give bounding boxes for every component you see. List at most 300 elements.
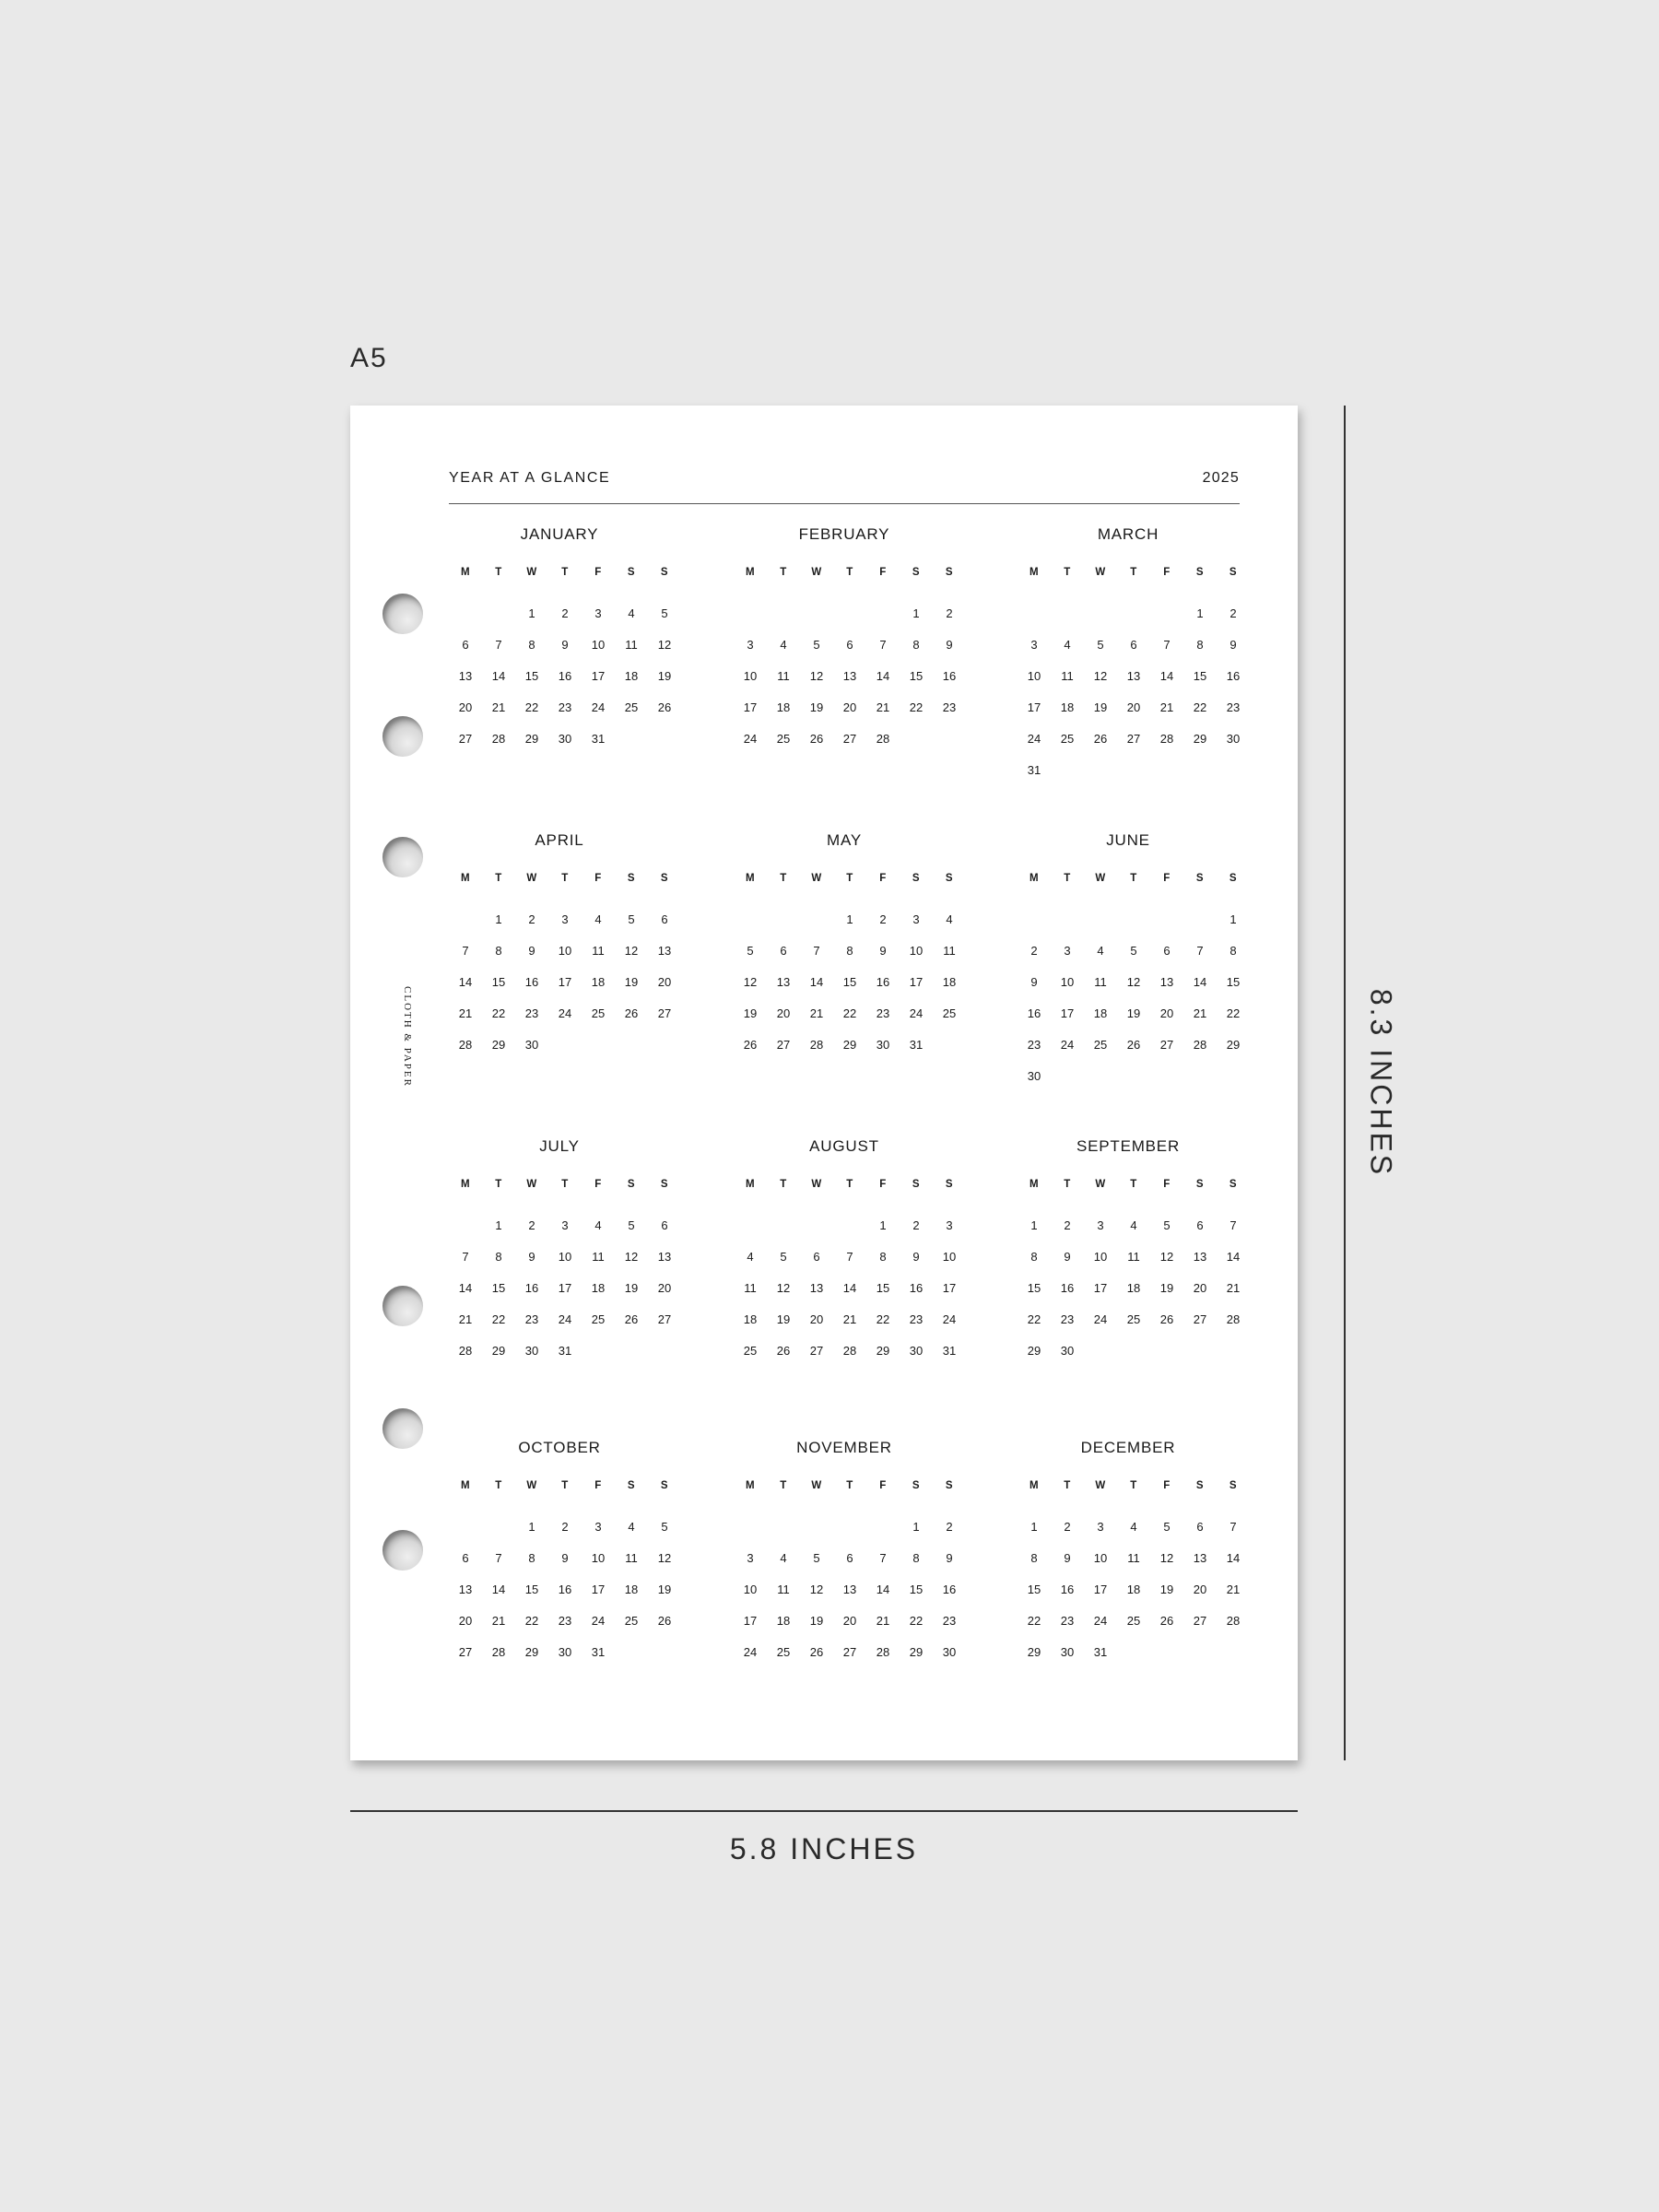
day-cell: 7 [1163, 638, 1171, 652]
day-cell: 6 [462, 1551, 469, 1565]
weekday-label: W [811, 567, 822, 578]
day-cell: 16 [876, 975, 890, 989]
day-cell: 23 [524, 1006, 539, 1020]
day-cell: 6 [462, 638, 469, 652]
day-cell: 29 [1226, 1038, 1241, 1052]
day-cell: 22 [1027, 1614, 1041, 1628]
height-dimension-label: 8.3 INCHES [1364, 988, 1398, 1178]
day-cell: 17 [558, 975, 572, 989]
day-cell: 8 [528, 638, 535, 652]
day-cell: 16 [524, 1281, 539, 1295]
day-cell: 10 [743, 669, 758, 683]
punch-hole [382, 1530, 423, 1571]
weekday-label: S [1195, 1480, 1205, 1491]
day-cell: 1 [1030, 1520, 1038, 1534]
day-cell: 22 [876, 1312, 890, 1326]
day-cell: 22 [1193, 700, 1207, 714]
day-cell: 10 [743, 1583, 758, 1596]
weekday-label: M [460, 1480, 471, 1491]
day-cell: 29 [909, 1645, 924, 1659]
day-cell: 21 [876, 1614, 890, 1628]
weekday-label: W [526, 1480, 537, 1491]
day-cell: 17 [942, 1281, 957, 1295]
day-cell: 26 [1126, 1038, 1141, 1052]
day-cell: 17 [1060, 1006, 1075, 1020]
day-cell: 3 [561, 912, 569, 926]
day-cell: 19 [624, 1281, 639, 1295]
day-cell: 19 [809, 700, 824, 714]
weekday-label: T [1064, 1179, 1071, 1190]
day-cell: 3 [1030, 638, 1038, 652]
day-cell: 1 [1230, 912, 1237, 926]
weekday-label: S [1195, 567, 1205, 578]
day-cell: 2 [1230, 606, 1237, 620]
month-days-grid [734, 606, 966, 762]
day-cell: 12 [809, 669, 824, 683]
day-cell: 26 [743, 1038, 758, 1052]
day-cell: 4 [594, 912, 602, 926]
weekday-label: M [745, 1480, 756, 1491]
month-name: JANUARY [520, 525, 599, 543]
day-cell: 5 [747, 944, 754, 958]
day-cell: 15 [524, 669, 539, 683]
day-cell: 27 [1159, 1038, 1174, 1052]
day-cell: 31 [591, 1645, 606, 1659]
month-days-grid [1018, 1519, 1250, 1676]
empty-day-cell [800, 1218, 833, 1249]
day-cell: 23 [942, 1614, 957, 1628]
month-name: AUGUST [809, 1137, 879, 1155]
weekday-label: M [745, 1179, 756, 1190]
weekday-label: W [1095, 873, 1106, 884]
day-cell: 22 [1226, 1006, 1241, 1020]
day-cell: 24 [743, 732, 758, 746]
day-cell: 26 [657, 1614, 672, 1628]
day-cell: 5 [780, 1250, 787, 1264]
day-cell: 14 [458, 975, 473, 989]
weekday-header-row [1018, 873, 1250, 891]
day-cell: 8 [879, 1250, 887, 1264]
day-cell: 20 [809, 1312, 824, 1326]
day-cell: 18 [1060, 700, 1075, 714]
empty-day-cell [449, 912, 482, 943]
month-days-grid [734, 912, 966, 1068]
day-cell: 11 [777, 1583, 790, 1596]
day-cell: 17 [743, 700, 758, 714]
day-cell: 8 [1196, 638, 1204, 652]
day-cell: 7 [846, 1250, 853, 1264]
day-cell: 6 [1130, 638, 1137, 652]
weekday-label: W [1095, 567, 1106, 578]
day-cell: 16 [1060, 1583, 1075, 1596]
day-cell: 3 [1097, 1520, 1104, 1534]
weekday-label: T [561, 567, 569, 578]
punch-hole [382, 716, 423, 757]
weekday-label: M [460, 873, 471, 884]
punch-hole [382, 837, 423, 877]
day-cell: 15 [1027, 1583, 1041, 1596]
day-cell: 10 [1027, 669, 1041, 683]
weekday-label: M [1029, 567, 1040, 578]
day-cell: 8 [1030, 1551, 1038, 1565]
day-cell: 2 [1064, 1218, 1071, 1232]
day-cell: 5 [1163, 1218, 1171, 1232]
day-cell: 4 [1064, 638, 1071, 652]
weekday-label: T [495, 1480, 502, 1491]
weekday-label: T [1064, 567, 1071, 578]
empty-day-cell [449, 606, 482, 637]
day-cell: 14 [842, 1281, 857, 1295]
day-cell: 8 [1030, 1250, 1038, 1264]
day-cell: 11 [625, 638, 638, 652]
day-cell: 28 [842, 1344, 857, 1358]
day-cell: 12 [657, 638, 672, 652]
day-cell: 22 [491, 1006, 506, 1020]
day-cell: 10 [1093, 1250, 1108, 1264]
month-days-grid [449, 606, 681, 762]
day-cell: 23 [876, 1006, 890, 1020]
day-cell: 12 [776, 1281, 791, 1295]
empty-day-cell [800, 912, 833, 943]
weekday-label: F [1163, 873, 1171, 884]
day-cell: 24 [909, 1006, 924, 1020]
day-cell: 10 [942, 1250, 957, 1264]
day-cell: 3 [912, 912, 920, 926]
day-cell: 19 [776, 1312, 791, 1326]
day-cell: 3 [747, 638, 754, 652]
day-cell: 30 [1027, 1069, 1041, 1083]
weekday-label: S [1229, 567, 1238, 578]
day-cell: 30 [876, 1038, 890, 1052]
day-cell: 6 [813, 1250, 820, 1264]
day-cell: 16 [1226, 669, 1241, 683]
weekday-label: T [846, 1179, 853, 1190]
day-cell: 31 [942, 1344, 957, 1358]
day-cell: 9 [561, 638, 569, 652]
day-cell: 21 [842, 1312, 857, 1326]
day-cell: 7 [462, 1250, 469, 1264]
weekday-header-row [449, 873, 681, 891]
day-cell: 23 [909, 1312, 924, 1326]
day-cell: 15 [876, 1281, 890, 1295]
day-cell: 7 [495, 638, 502, 652]
day-cell: 17 [1093, 1583, 1108, 1596]
day-cell: 1 [1196, 606, 1204, 620]
day-cell: 29 [491, 1344, 506, 1358]
day-cell: 10 [558, 944, 572, 958]
day-cell: 29 [876, 1344, 890, 1358]
day-cell: 24 [743, 1645, 758, 1659]
month-days-grid [449, 1218, 681, 1374]
day-cell: 3 [594, 606, 602, 620]
month-days-grid [1018, 606, 1250, 794]
day-cell: 9 [946, 638, 953, 652]
day-cell: 19 [1093, 700, 1108, 714]
empty-day-cell [833, 606, 866, 637]
day-cell: 10 [591, 1551, 606, 1565]
day-cell: 21 [458, 1312, 473, 1326]
day-cell: 2 [528, 1218, 535, 1232]
day-cell: 25 [743, 1344, 758, 1358]
day-cell: 27 [458, 1645, 473, 1659]
day-cell: 14 [491, 1583, 506, 1596]
weekday-header-row [449, 1480, 681, 1499]
day-cell: 24 [942, 1312, 957, 1326]
day-cell: 13 [1193, 1551, 1207, 1565]
day-cell: 24 [558, 1006, 572, 1020]
day-cell: 21 [491, 1614, 506, 1628]
day-cell: 8 [1230, 944, 1237, 958]
day-cell: 5 [628, 1218, 635, 1232]
day-cell: 13 [657, 1250, 672, 1264]
day-cell: 7 [1196, 944, 1204, 958]
empty-day-cell [1150, 606, 1183, 637]
day-cell: 12 [809, 1583, 824, 1596]
day-cell: 16 [524, 975, 539, 989]
day-cell: 14 [1226, 1250, 1241, 1264]
empty-day-cell [1018, 606, 1051, 637]
day-cell: 14 [876, 669, 890, 683]
day-cell: 27 [1193, 1312, 1207, 1326]
day-cell: 9 [1064, 1551, 1071, 1565]
day-cell: 3 [1064, 944, 1071, 958]
day-cell: 22 [524, 700, 539, 714]
day-cell: 1 [528, 606, 535, 620]
weekday-header-row [1018, 567, 1250, 585]
weekday-label: F [1163, 1179, 1171, 1190]
weekday-label: S [1229, 1480, 1238, 1491]
day-cell: 26 [1093, 732, 1108, 746]
day-cell: 11 [1094, 975, 1107, 989]
weekday-label: F [1163, 567, 1171, 578]
weekday-label: F [879, 1179, 887, 1190]
day-cell: 20 [842, 700, 857, 714]
weekday-label: S [1195, 873, 1205, 884]
day-cell: 25 [624, 700, 639, 714]
day-cell: 30 [909, 1344, 924, 1358]
empty-day-cell [734, 912, 767, 943]
day-cell: 5 [813, 638, 820, 652]
weekday-label: F [1163, 1480, 1171, 1491]
weekday-label: T [1130, 873, 1137, 884]
day-cell: 23 [524, 1312, 539, 1326]
day-cell: 20 [657, 1281, 672, 1295]
day-cell: 15 [491, 1281, 506, 1295]
day-cell: 21 [458, 1006, 473, 1020]
day-cell: 9 [912, 1250, 920, 1264]
day-cell: 21 [1226, 1281, 1241, 1295]
day-cell: 30 [1060, 1344, 1075, 1358]
day-cell: 11 [1061, 669, 1074, 683]
day-cell: 28 [876, 732, 890, 746]
day-cell: 25 [1060, 732, 1075, 746]
day-cell: 1 [528, 1520, 535, 1534]
day-cell: 27 [657, 1312, 672, 1326]
weekday-label: T [780, 567, 787, 578]
day-cell: 18 [624, 669, 639, 683]
empty-day-cell [767, 1218, 800, 1249]
day-cell: 10 [1093, 1551, 1108, 1565]
day-cell: 18 [776, 1614, 791, 1628]
weekday-label: S [912, 567, 921, 578]
day-cell: 20 [1193, 1281, 1207, 1295]
day-cell: 5 [1163, 1520, 1171, 1534]
day-cell: 3 [747, 1551, 754, 1565]
month-name: DECEMBER [1080, 1439, 1176, 1456]
day-cell: 29 [1027, 1645, 1041, 1659]
day-cell: 3 [594, 1520, 602, 1534]
day-cell: 23 [558, 700, 572, 714]
day-cell: 2 [561, 606, 569, 620]
size-label: A5 [350, 343, 388, 373]
weekday-label: T [495, 1179, 502, 1190]
empty-day-cell [1183, 912, 1217, 943]
weekday-label: S [912, 873, 921, 884]
day-cell: 19 [809, 1614, 824, 1628]
day-cell: 7 [1230, 1218, 1237, 1232]
day-cell: 6 [780, 944, 787, 958]
weekday-label: S [660, 873, 669, 884]
day-cell: 12 [624, 1250, 639, 1264]
day-cell: 17 [909, 975, 924, 989]
weekday-label: S [945, 1480, 954, 1491]
day-cell: 23 [1060, 1614, 1075, 1628]
weekday-label: T [1130, 1480, 1137, 1491]
day-cell: 26 [624, 1006, 639, 1020]
empty-day-cell [767, 1519, 800, 1550]
day-cell: 23 [1027, 1038, 1041, 1052]
day-cell: 29 [1027, 1344, 1041, 1358]
empty-day-cell [1051, 606, 1084, 637]
day-cell: 13 [776, 975, 791, 989]
day-cell: 13 [842, 1583, 857, 1596]
width-dimension-line [350, 1810, 1298, 1812]
day-cell: 6 [1196, 1520, 1204, 1534]
day-cell: 18 [776, 700, 791, 714]
day-cell: 20 [458, 1614, 473, 1628]
height-dimension-line [1344, 406, 1346, 1760]
day-cell: 28 [491, 732, 506, 746]
day-cell: 15 [1027, 1281, 1041, 1295]
weekday-label: S [912, 1480, 921, 1491]
day-cell: 16 [558, 669, 572, 683]
day-cell: 31 [558, 1344, 572, 1358]
month-name: SEPTEMBER [1076, 1137, 1181, 1155]
day-cell: 16 [942, 669, 957, 683]
day-cell: 5 [1097, 638, 1104, 652]
day-cell: 26 [624, 1312, 639, 1326]
day-cell: 28 [458, 1344, 473, 1358]
day-cell: 21 [809, 1006, 824, 1020]
day-cell: 26 [809, 732, 824, 746]
day-cell: 25 [624, 1614, 639, 1628]
day-cell: 9 [1230, 638, 1237, 652]
day-cell: 2 [879, 912, 887, 926]
day-cell: 15 [1193, 669, 1207, 683]
day-cell: 30 [558, 1645, 572, 1659]
day-cell: 1 [879, 1218, 887, 1232]
day-cell: 9 [528, 944, 535, 958]
day-cell: 5 [661, 1520, 668, 1534]
weekday-label: T [1064, 873, 1071, 884]
day-cell: 20 [657, 975, 672, 989]
weekday-label: M [460, 567, 471, 578]
day-cell: 9 [528, 1250, 535, 1264]
month-name: MARCH [1097, 525, 1159, 543]
year-label: 2025 [1202, 470, 1240, 486]
weekday-label: S [660, 1179, 669, 1190]
day-cell: 2 [561, 1520, 569, 1534]
day-cell: 19 [624, 975, 639, 989]
day-cell: 18 [743, 1312, 758, 1326]
day-cell: 1 [495, 912, 502, 926]
day-cell: 2 [912, 1218, 920, 1232]
day-cell: 6 [1196, 1218, 1204, 1232]
day-cell: 30 [524, 1038, 539, 1052]
day-cell: 22 [491, 1312, 506, 1326]
day-cell: 9 [1064, 1250, 1071, 1264]
day-cell: 22 [842, 1006, 857, 1020]
month-days-grid [449, 1519, 681, 1676]
day-cell: 12 [657, 1551, 672, 1565]
day-cell: 24 [1027, 732, 1041, 746]
planner-sheet [350, 406, 1298, 1760]
weekday-label: W [1095, 1480, 1106, 1491]
day-cell: 3 [946, 1218, 953, 1232]
day-cell: 13 [657, 944, 672, 958]
day-cell: 28 [491, 1645, 506, 1659]
weekday-label: S [660, 1480, 669, 1491]
day-cell: 30 [1226, 732, 1241, 746]
weekday-label: F [594, 873, 602, 884]
day-cell: 17 [591, 1583, 606, 1596]
day-cell: 27 [657, 1006, 672, 1020]
day-cell: 16 [1027, 1006, 1041, 1020]
day-cell: 7 [813, 944, 820, 958]
day-cell: 25 [1126, 1614, 1141, 1628]
day-cell: 17 [1027, 700, 1041, 714]
day-cell: 22 [909, 700, 924, 714]
empty-day-cell [482, 606, 515, 637]
day-cell: 29 [524, 1645, 539, 1659]
weekday-header-row [1018, 1480, 1250, 1499]
day-cell: 5 [628, 912, 635, 926]
day-cell: 8 [528, 1551, 535, 1565]
day-cell: 28 [458, 1038, 473, 1052]
weekday-label: T [495, 873, 502, 884]
month-name: FEBRUARY [798, 525, 890, 543]
month-days-grid [734, 1218, 966, 1374]
day-cell: 13 [1159, 975, 1174, 989]
weekday-label: F [594, 1480, 602, 1491]
empty-day-cell [1051, 912, 1084, 943]
weekday-label: S [945, 567, 954, 578]
day-cell: 5 [661, 606, 668, 620]
empty-day-cell [800, 606, 833, 637]
day-cell: 1 [495, 1218, 502, 1232]
weekday-label: F [594, 1179, 602, 1190]
empty-day-cell [449, 1218, 482, 1249]
day-cell: 1 [846, 912, 853, 926]
day-cell: 7 [1230, 1520, 1237, 1534]
day-cell: 20 [776, 1006, 791, 1020]
day-cell: 13 [1126, 669, 1141, 683]
day-cell: 7 [879, 638, 887, 652]
day-cell: 4 [628, 606, 635, 620]
day-cell: 24 [558, 1312, 572, 1326]
day-cell: 8 [495, 1250, 502, 1264]
empty-day-cell [866, 1519, 900, 1550]
